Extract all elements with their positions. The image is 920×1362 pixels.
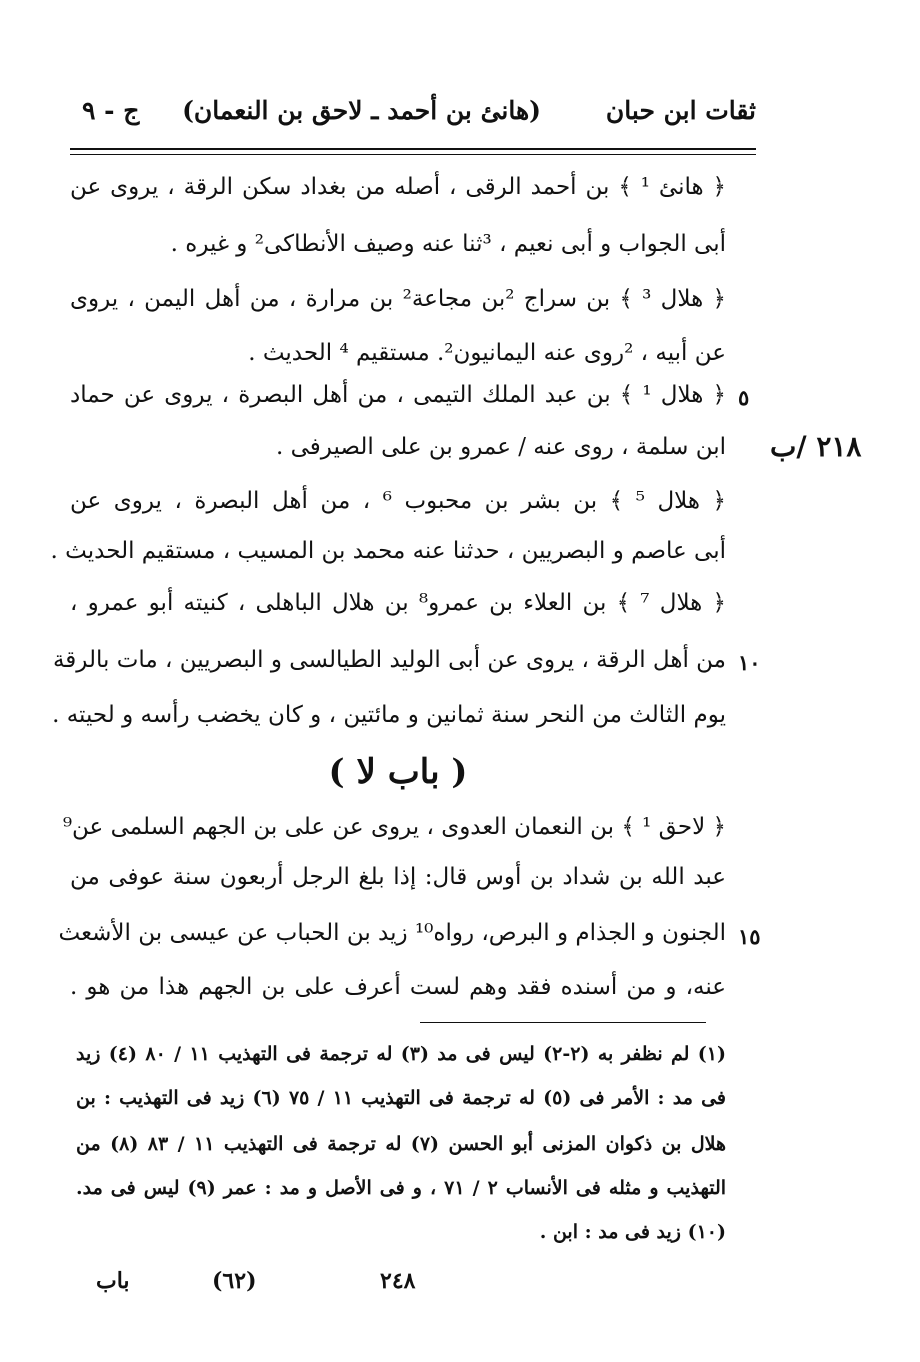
manuscript-folio-reference: ٢١٨ /ب xyxy=(770,430,862,463)
catchword: باب xyxy=(96,1268,130,1294)
body-line: أبى الجواب و أبى نعيم ، ³ثنا عنه وصيف الأنطاكى² و غيره . xyxy=(170,231,726,257)
footnote-line: (١) لم نظفر به (٢-٢) ليس فى مد (٣) له ترجمة فى التهذيب ١١ / ٨٠ (٤) زيد xyxy=(76,1043,727,1065)
body-line: ﴿ هلال ¹ ﴾ بن عبد الملك التيمى ، من أهل البصرة ، يروى عن حماد xyxy=(70,382,726,408)
body-line: أبى عاصم و البصريين ، حدثنا عنه محمد بن المسيب ، مستقيم الحديث . xyxy=(50,538,726,564)
signature-mark: (٦٢) xyxy=(212,1268,257,1294)
line-number: ١٠ xyxy=(738,650,761,675)
header-rule-thin xyxy=(70,154,756,155)
running-header xyxy=(70,96,756,140)
body-line: ﴿ هلال ⁷ ﴾ بن العلاء بن عمرو⁸ بن هلال الباهلى ، كنيته أبو عمرو ، xyxy=(70,590,726,616)
body-line: ابن سلمة ، روى عنه / عمرو بن على الصيرفى . xyxy=(276,434,726,460)
body-line: ﴿ هلال ³ ﴾ بن سراج ²بن مجاعة² بن مرارة ، من أهل اليمن ، يروى xyxy=(70,286,726,312)
body-line: يوم الثالث من النحر سنة ثمانين و مائتين ، و كان يخضب رأسه و لحيته . xyxy=(52,702,726,728)
body-line: الجنون و الجذام و البرص، رواه¹⁰ زيد بن الحباب عن عيسى بن الأشعث xyxy=(58,920,726,946)
header-volume: ج - ٩ xyxy=(82,96,140,125)
page-number: ٢٤٨ xyxy=(380,1268,416,1294)
body-line: ﴿ لاحق ¹ ﴾ بن النعمان العدوى ، يروى عن على بن الجهم السلمى عن⁹ xyxy=(62,814,726,840)
body-line: من أهل الرقة ، يروى عن أبى الوليد الطيالسى و البصريين ، مات بالرقة xyxy=(52,647,726,673)
body-line: ﴿ هانئ ¹ ﴾ بن أحمد الرقى ، أصله من بغداد سكن الرقة ، يروى عن xyxy=(70,174,727,200)
header-book-title: ثقات ابن حبان xyxy=(605,96,756,125)
footnote-line: فى مد : الأمر فى (٥) له ترجمة فى التهذيب ١١ / ٧٥ (٦) زيد فى التهذيب : بن xyxy=(76,1087,727,1109)
footnote-line: هلال بن ذكوان المزنى أبو الحسن (٧) له ترجمة فى التهذيب ١١ / ٨٣ (٨) من xyxy=(76,1133,727,1155)
header-rule-thick xyxy=(70,148,756,150)
line-number: ٥ xyxy=(738,385,750,410)
footnote-line: التهذيب و مثله فى الأنساب ٢ / ٧١ ، و فى الأصل و مد : عمر (٩) ليس فى مد. xyxy=(76,1177,727,1199)
body-line: عبد الله بن شداد بن أوس قال: إذا بلغ الرجل أربعون سنة عوفى من xyxy=(70,864,726,890)
body-line: ﴿ هلال ⁵ ﴾ بن بشر بن محبوب ⁶ ، من أهل البصرة ، يروى عن xyxy=(70,488,727,514)
footnote-separator xyxy=(420,1022,706,1023)
header-entry-range: (هانئ بن أحمد ـ لاحق بن النعمان) xyxy=(182,96,541,125)
section-heading: ( باب لا ) xyxy=(328,752,468,792)
body-line: عنه، و من أسنده فقد وهم لست أعرف على بن الجهم هذا من هو . xyxy=(70,974,726,1000)
line-number: ١٥ xyxy=(738,924,761,949)
footnote-line: (١٠) زيد فى مد : ابن . xyxy=(539,1221,726,1243)
body-line: عن أبيه ، ²روى عنه اليمانيون². مستقيم ⁴ الحديث . xyxy=(248,340,726,366)
